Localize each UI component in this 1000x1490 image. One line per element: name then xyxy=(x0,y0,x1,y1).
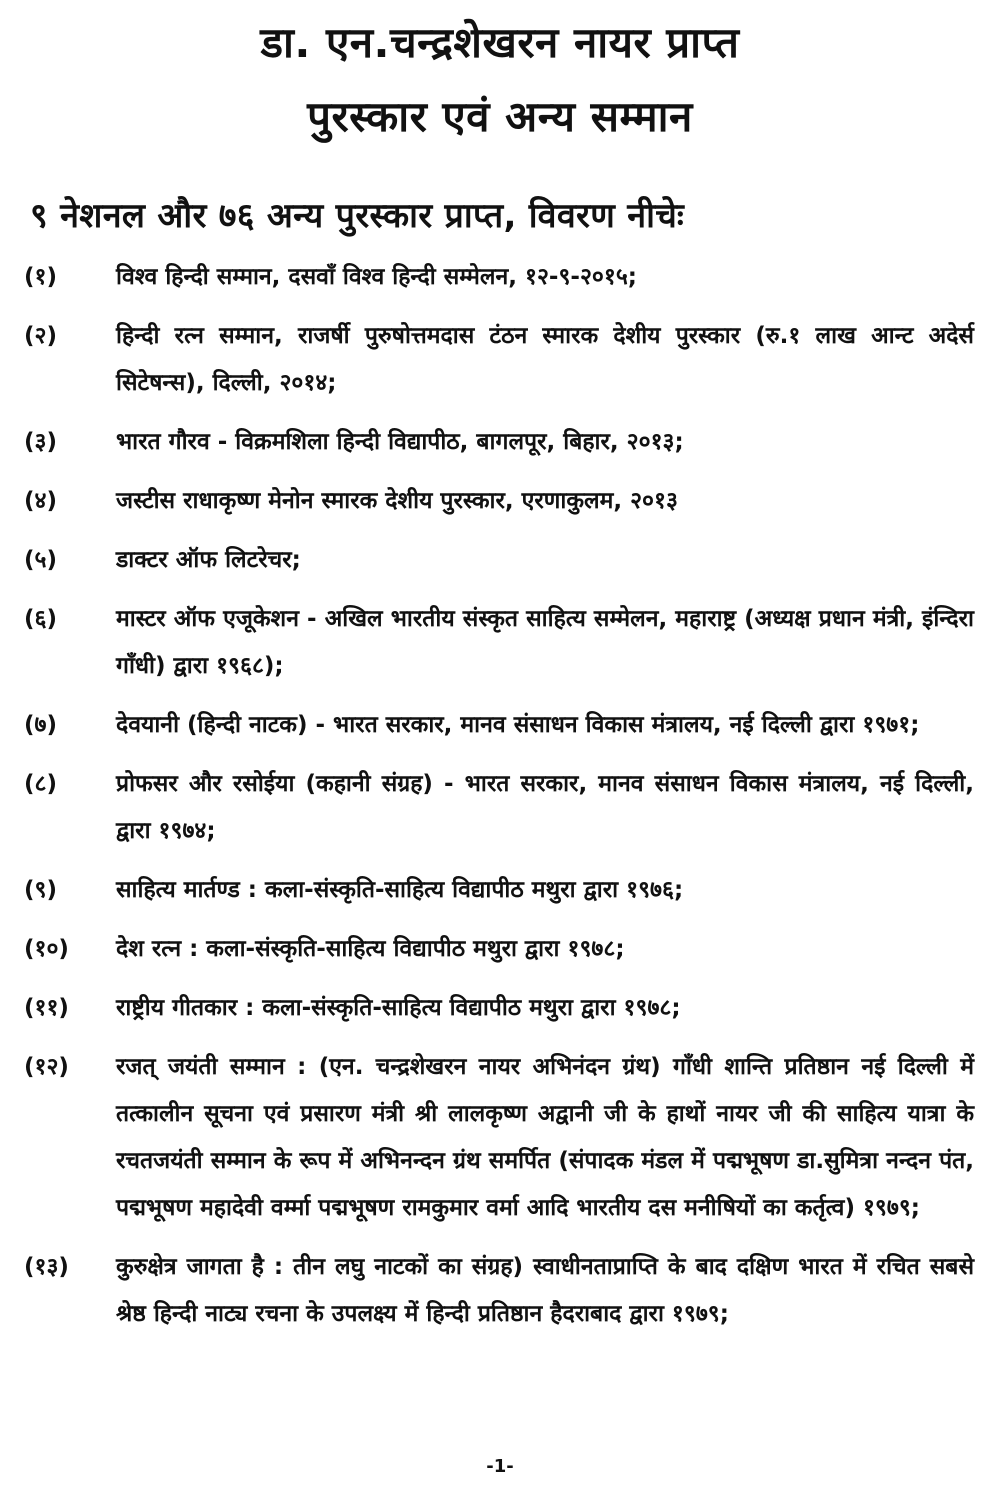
award-item xyxy=(24,985,974,1032)
award-text: देवयानी (हिन्दी नाटक) - भारत सरकार, मानव संसाधन विकास मंत्रालय, नई दिल्ली द्वारा १९७१; xyxy=(116,712,920,738)
award-text: मास्टर ऑफ एजूकेशन - अखिल भारतीय संस्कृत साहित्य सम्मेलन, महाराष्ट्र (अध्यक्ष प्रधान मंत्री, इंन्दिरा गाँधी) द्वारा १९६८); xyxy=(116,606,974,679)
award-text: डाक्टर ऑफ लिटरेचर; xyxy=(116,547,301,573)
award-text: कुरुक्षेत्र जागता है : तीन लघु नाटकों का संग्रह) स्वाधीनताप्राप्ति के बाद दक्षिण भारत में रचित सबसे श्रेष्ठ हिन्दी नाट्य रचना के उपलक्ष्य में हिन्दी प्रतिष्ठान हैदराबाद द्वारा १९७९; xyxy=(116,1254,974,1327)
award-number: (४) xyxy=(24,488,57,514)
award-item xyxy=(24,761,974,855)
award-text: साहित्य मार्तण्ड : कला-संस्कृति-साहित्य विद्यापीठ मथुरा द्वारा १९७६; xyxy=(116,877,684,903)
award-item xyxy=(24,254,974,301)
award-number: (१२) xyxy=(24,1054,69,1080)
award-number: (११) xyxy=(24,995,69,1021)
award-item xyxy=(24,702,974,749)
award-item xyxy=(24,1244,974,1338)
award-number: (३) xyxy=(24,429,57,455)
award-number: (९) xyxy=(24,877,57,903)
title-line-1: डा. एन.चन्द्रशेखरन नायर प्राप्त xyxy=(260,18,740,67)
award-item xyxy=(24,926,974,973)
award-number: (१) xyxy=(24,264,57,290)
page-title xyxy=(0,6,1000,154)
award-number: (१३) xyxy=(24,1254,69,1280)
award-text: राष्ट्रीय गीतकार : कला-संस्कृति-साहित्य विद्यापीठ मथुरा द्वारा १९७८; xyxy=(116,995,681,1021)
award-text: प्रोफसर और रसोईया (कहानी संग्रह) - भारत सरकार, मानव संसाधन विकास मंत्रालय, नई दिल्ली, द्वारा १९७४; xyxy=(116,771,974,844)
award-text: हिन्दी रत्न सम्मान, राजर्षी पुरुषोत्तमदास टंठन स्मारक देशीय पुरस्कार (रु.१ लाख आन्ट अदेर्स सिटेषन्स), दिल्ली, २०१४; xyxy=(116,323,974,396)
award-text: रजत् जयंती सम्मान : (एन. चन्द्रशेखरन नायर अभिनंदन ग्रंथ) गाँधी शान्ति प्रतिष्ठान नई दिल्ली में तत्कालीन सूचना एवं प्रसारण मंत्री श्री लालकृष्ण अद्वानी जी के हाथों नायर जी की साहित्य यात्रा के रचतजयंती सम्मान के रूप में अभिनन्दन ग्रंथ समर्पित (संपादक मंडल में पद्मभूषण डा.सुमित्रा नन्दन पंत, पद्मभूषण महादेवी वर्म्मा पद्मभूषण रामकुमार वर्मा आदि भारतीय दस मनीषियों का कर्तृत्व) १९७९; xyxy=(116,1054,974,1221)
awards-summary: ९ नेशनल और ७६ अन्य पुरस्कार प्राप्त, विवरण नीचेः xyxy=(30,196,684,236)
award-text: विश्व हिन्दी सम्मान, दसवाँ विश्व हिन्दी सम्मेलन, १२-९-२०१५; xyxy=(116,264,637,290)
award-list xyxy=(24,254,974,1350)
award-item xyxy=(24,419,974,466)
award-text: भारत गौरव - विक्रमशिला हिन्दी विद्यापीठ, बागलपूर, बिहार, २०१३; xyxy=(116,429,684,455)
award-number: (८) xyxy=(24,771,57,797)
award-item xyxy=(24,596,974,690)
award-number: (५) xyxy=(24,547,57,573)
award-text: जस्टीस राधाकृष्ण मेनोन स्मारक देशीय पुरस्कार, एरणाकुलम, २०१३ xyxy=(116,488,678,514)
award-item xyxy=(24,478,974,525)
award-number: (२) xyxy=(24,323,57,349)
award-text: देश रत्न : कला-संस्कृति-साहित्य विद्यापीठ मथुरा द्वारा १९७८; xyxy=(116,936,625,962)
page-number: -1- xyxy=(486,1456,514,1477)
title-line-2: पुरस्कार एवं अन्य सम्मान xyxy=(307,92,693,141)
award-item xyxy=(24,1044,974,1232)
award-number: (६) xyxy=(24,606,57,632)
award-number: (१०) xyxy=(24,936,69,962)
award-number: (७) xyxy=(24,712,57,738)
award-item xyxy=(24,313,974,407)
award-item xyxy=(24,867,974,914)
award-item xyxy=(24,537,974,584)
